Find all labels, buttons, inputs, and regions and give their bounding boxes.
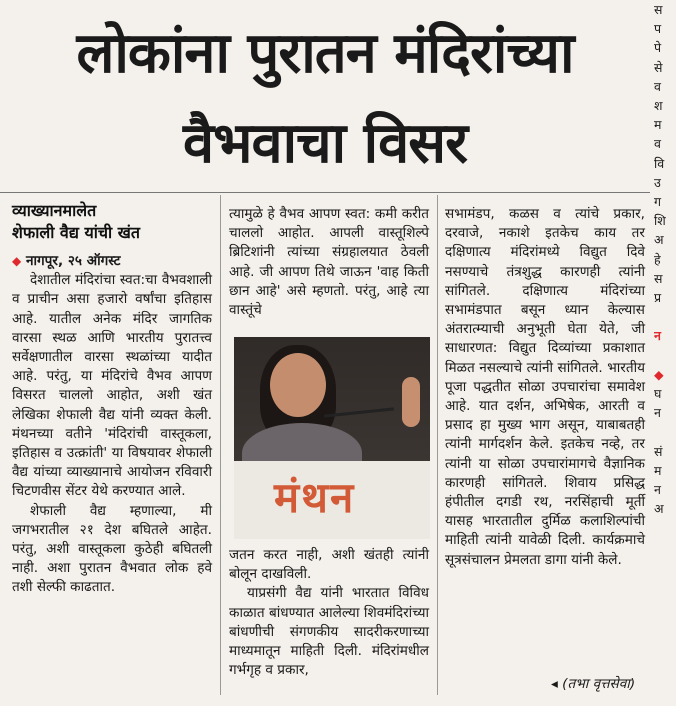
edge-text: वि bbox=[654, 155, 665, 171]
edge-text: प bbox=[654, 21, 662, 37]
paragraph: शेफाली वैद्य म्हणाल्या, मी जगभरातील २१ देश बघितले आहेत. परंतु, अशी वास्तूकला कुठेही बघितली नाही. अशा पुरातन वैभवात लोक हवे तशी सेल्फी काढतात. bbox=[12, 502, 212, 596]
credit bbox=[551, 673, 635, 692]
edge-text: म bbox=[654, 117, 662, 133]
edge-text: स bbox=[654, 270, 663, 286]
subheadline-line-2: शेफाली वैद्य यांची खंत bbox=[12, 223, 140, 242]
paragraph: जतन करत नाही, अशी खंतही त्यांनी बोलून दाखविली. bbox=[229, 547, 429, 583]
edge-text: स bbox=[654, 2, 663, 17]
edge-text: म bbox=[654, 462, 662, 478]
edge-text: ग bbox=[654, 194, 662, 210]
edge-text: घ bbox=[654, 386, 662, 402]
paragraph: याप्रसंगी वैद्य यांनी भारतात विविध काळात बांधण्यात आलेल्या शिवमंदिरांच्या बांधणीची संगणकीय सादरीकरणाच्या माध्यमातून माहिती दिली. मंदिरांमधील गर्भगृह व प्रकार, bbox=[229, 585, 429, 679]
article-column-3 bbox=[445, 205, 645, 570]
article-column-1 bbox=[12, 200, 212, 598]
speaker-photo bbox=[234, 337, 430, 539]
subheadline-line-1: व्याख्यानमालेत bbox=[12, 201, 97, 220]
paragraph: त्यामुळे हे वैभव आपण स्वत: कमी करीत चाललो आहोत. आपली वास्तूशिल्पे ब्रिटिशांनी त्यांच्या संग्रहालयात ठेवली आहे. जी आपण तिथे जाऊन 'वाह किती छान आहे' असे म्हणतो. परंतु, आहे त्या वास्तूंचे bbox=[229, 206, 429, 319]
diamond-icon: ◆ bbox=[654, 366, 664, 382]
photo-hand bbox=[402, 377, 420, 427]
diamond-icon: ◆ bbox=[12, 254, 22, 268]
edge-text: उ bbox=[654, 174, 661, 190]
edge-text: व bbox=[654, 78, 661, 94]
headline-line-1: लोकांना पुरातन मंदिरांच्या bbox=[76, 21, 574, 86]
adjacent-column-fragment bbox=[654, 0, 676, 706]
edge-text: अ bbox=[654, 501, 664, 517]
dateline-text: नागपूर, २५ ऑगस्ट bbox=[25, 253, 121, 269]
headline-rule bbox=[0, 192, 650, 193]
article-column-2-lower bbox=[229, 546, 429, 680]
edge-text bbox=[654, 346, 676, 365]
edge-text: हे bbox=[654, 251, 661, 267]
column-divider bbox=[220, 195, 221, 695]
edge-text: न bbox=[654, 482, 661, 498]
edge-text: से bbox=[654, 59, 663, 75]
edge-text: अ bbox=[654, 232, 664, 248]
credit-text: (तभा वृत्तसेवा) bbox=[562, 676, 636, 692]
article-column-2 bbox=[229, 205, 429, 320]
edge-text: न bbox=[654, 328, 661, 344]
paragraph: देशातील मंदिरांचा स्वत:चा वैभवशाली व प्राचीन असा हजारो वर्षांचा इतिहास आहे. यातील अनेक मंदिर जागतिक वारसा स्थळ आणि भारतीय पुरातत्त्व सर्वेक्षणातील वारसा स्थळांच्या यादीत आहे. परंतु, या मंदिरांचे वैभव आपण विसरत चाललो आहोत, अशी खंत लेखिका शेफाली वैद्य यांनी व्यक्त केली. मंथनच्या वतीने 'मंदिरांची वास्तूकला, इतिहास व उत्क्रांती' या विषयावर शेफाली वैद्य यांच्या व्याख्यानाचे आयोजन रविवारी चिटणवीस सेंटर येथे करण्यात आले. bbox=[12, 272, 212, 500]
paragraph: सभामंडप, कळस व त्यांचे प्रकार, दरवाजे, नकाशे इतकेच काय तर दक्षिणात्य मंदिरांमध्ये विद्युत दिवे नसण्याचे तंत्रशुद्ध कारणही त्यांनी सांगितले. दक्षिणात्य मंदिरांच्या सभामंडपात बसून ध्यान केल्यास अंतरात्म्याची अनुभूती घेता येते, जी साधारणत: विद्युत दिव्यांच्या प्रकाशात मिळत नसल्याचे त्यांनी सांगितले. भारतीय पूजा पद्धतीत सोळा उपचारांचा समावेश आहे. यात दर्शन, अभिषेक, आरती व प्रसाद हा मुख्य भाग असून, याबाबतही त्यांनी मार्गदर्शन केले. इतकेच नव्हे, तर त्यांनी या सोळा उपचारांमागचे वैज्ञानिक कारणही सांगितले. शिवाय प्रसिद्ध हंपीतील दगडी रथ, नरसिंहाची मूर्ती यासह भारतातील दुर्मिळ कलाशिल्पांची माहिती त्यांनी यावेळी दिली. कार्यक्रमाचे सूत्रसंचालन प्रेमलता डागा यांनी केले. bbox=[445, 206, 645, 568]
edge-text: पे bbox=[654, 40, 662, 56]
edge-text bbox=[654, 422, 676, 441]
edge-text: व bbox=[654, 136, 661, 152]
edge-text: श bbox=[654, 98, 663, 114]
banner-text: मंथन bbox=[274, 473, 356, 522]
column-divider bbox=[437, 195, 438, 695]
dateline bbox=[12, 252, 212, 271]
headline-line-2: वैभवाचा विसर bbox=[182, 111, 468, 176]
edge-text: प्र bbox=[654, 290, 662, 306]
edge-text: शि bbox=[654, 213, 666, 229]
photo-banner bbox=[234, 461, 430, 539]
arrow-left-icon: ◂ bbox=[551, 676, 558, 692]
edge-text: न bbox=[654, 405, 661, 421]
edge-text: सं bbox=[654, 443, 663, 459]
edge-text bbox=[654, 307, 676, 326]
photo-face bbox=[270, 353, 326, 417]
